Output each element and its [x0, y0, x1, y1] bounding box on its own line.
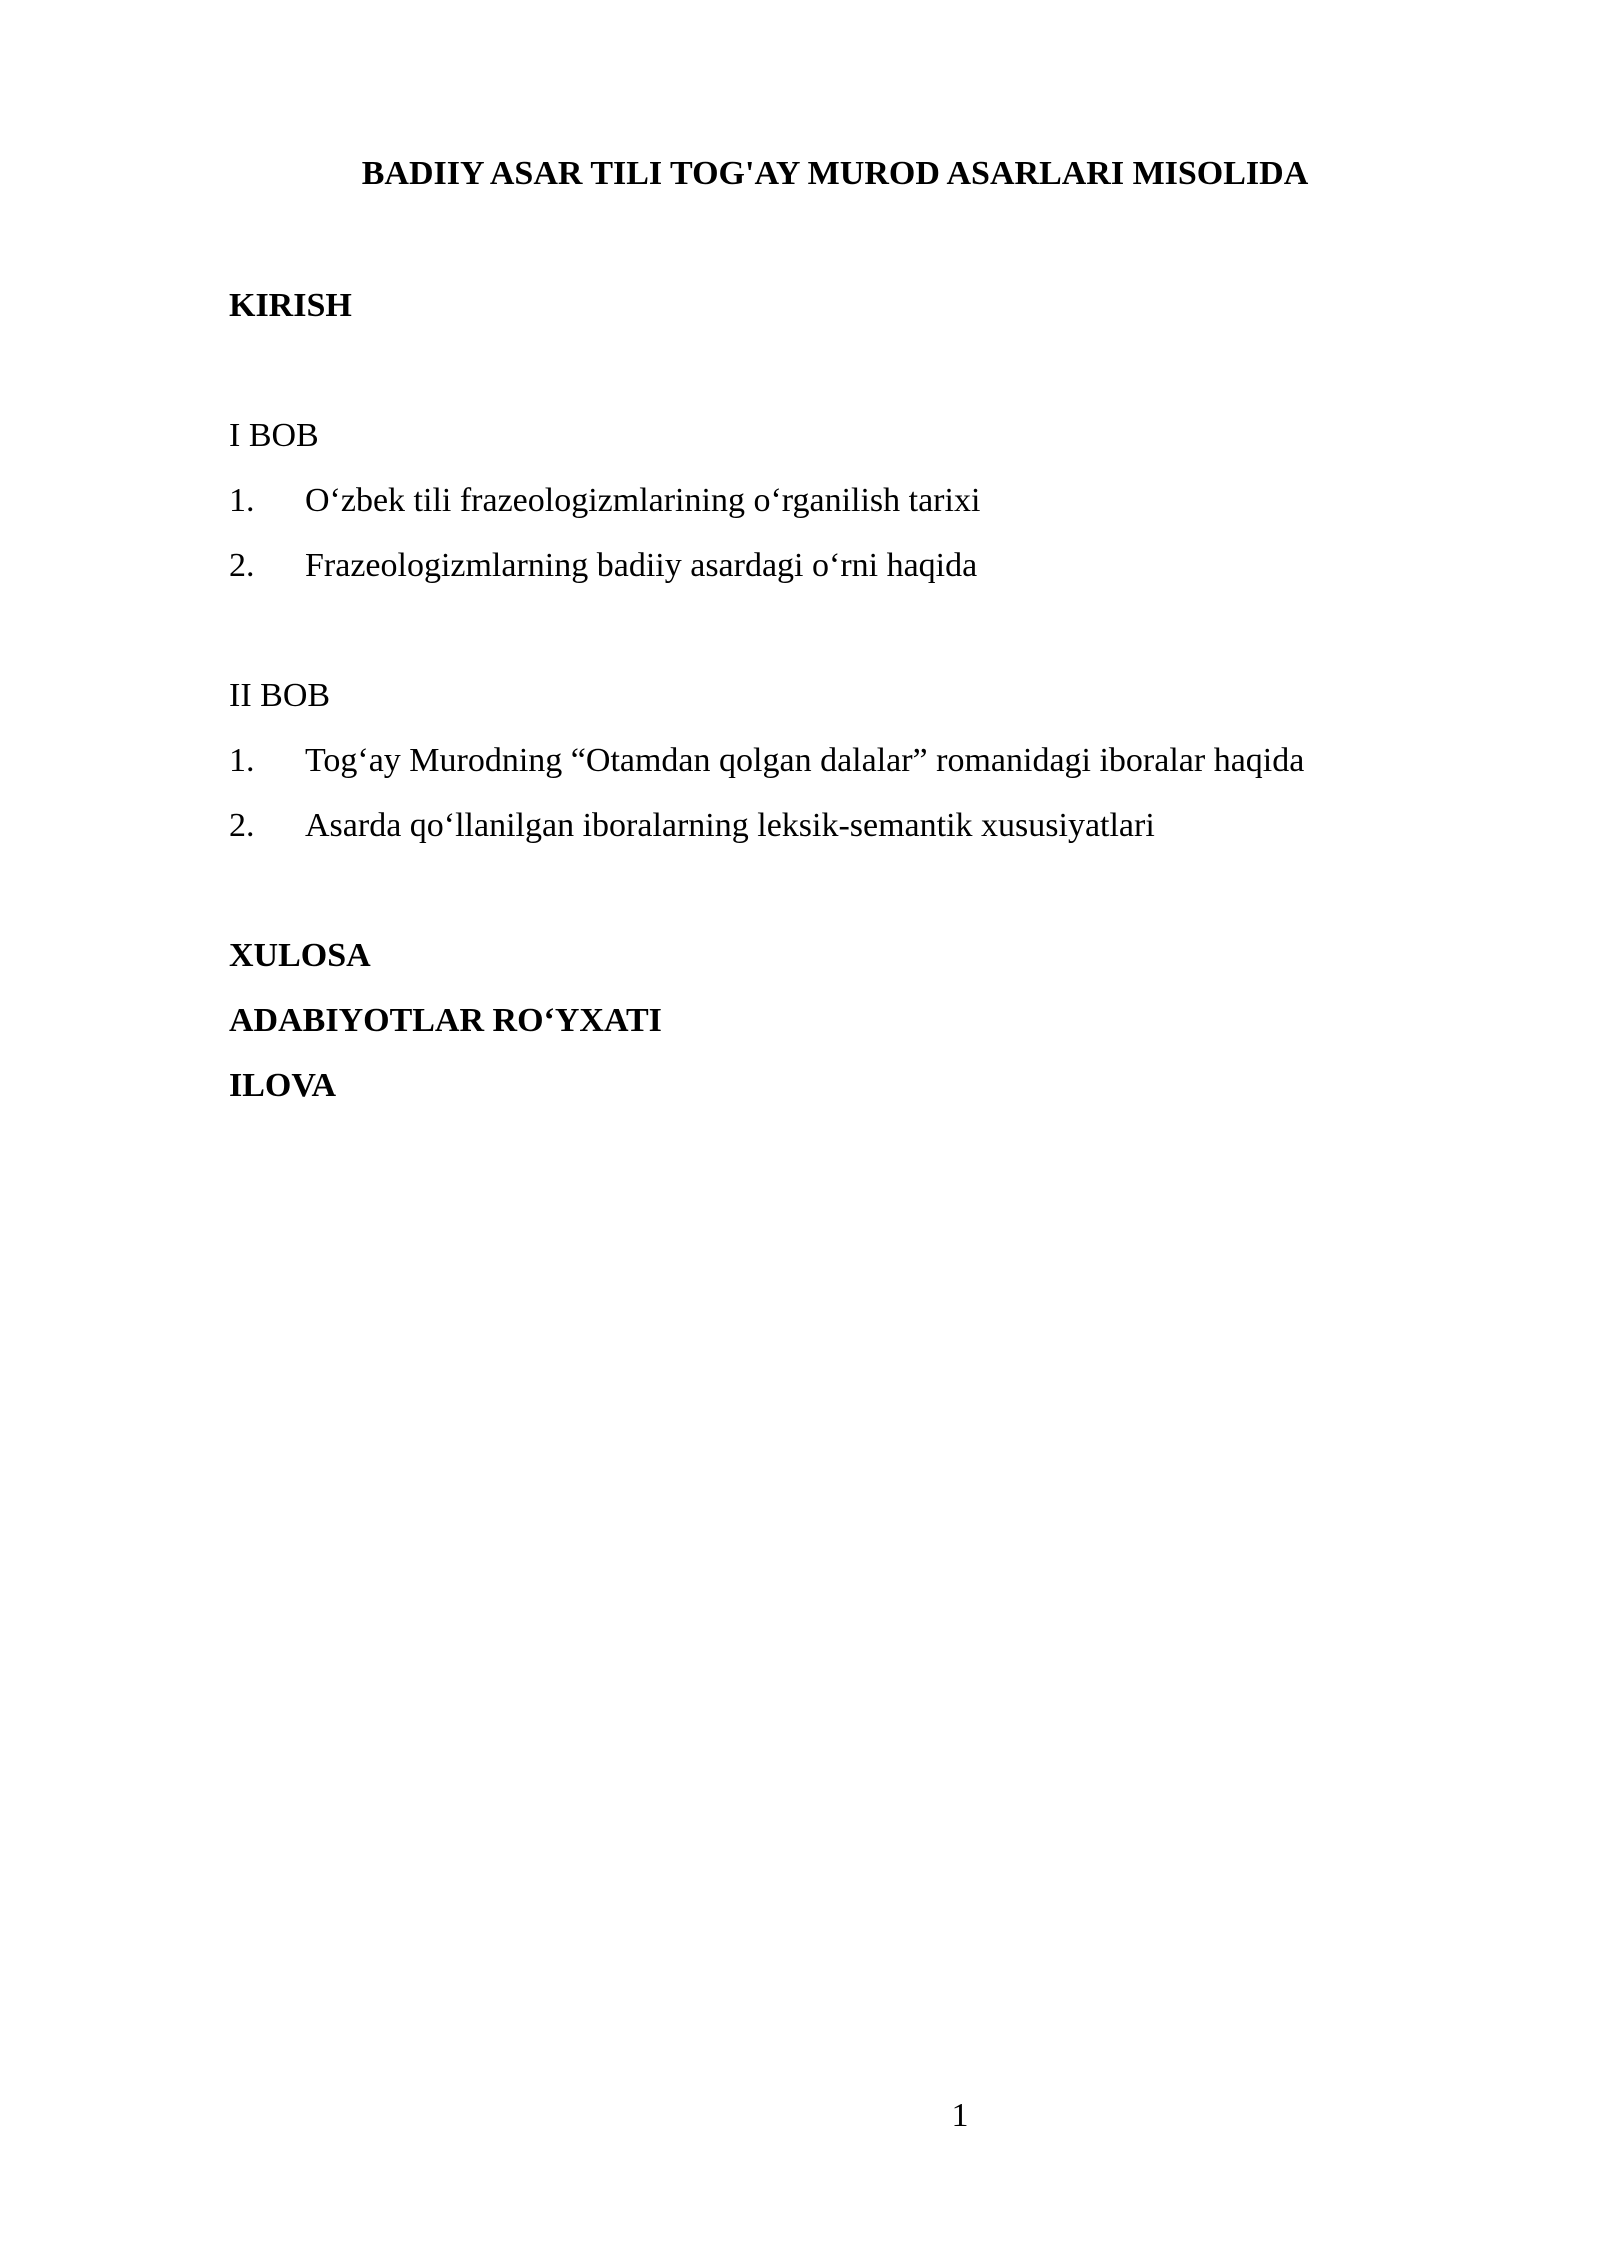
section-references: ADABIYOTLAR RO‘YXATI	[229, 1002, 662, 1039]
page-number: 1	[951, 2097, 969, 2134]
list-item-text: O‘zbek tili frazeologizmlarining o‘rganilish tarixi	[305, 482, 981, 519]
chapter1-heading: I BOB	[229, 417, 319, 454]
chapter1-item-1	[229, 479, 980, 523]
chapter2-item-2	[229, 804, 1155, 848]
section-conclusion: XULOSA	[229, 937, 371, 974]
list-number: 1.	[229, 482, 255, 519]
chapter1-item-2	[229, 544, 977, 588]
list-item-text: Frazeologizmlarning badiiy asardagi o‘rni haqida	[305, 547, 978, 584]
list-number: 1.	[229, 742, 255, 779]
list-number: 2.	[229, 807, 255, 844]
section-intro: KIRISH	[229, 287, 352, 324]
list-item-text: Asarda qo‘llanilgan iboralarning leksik-semantik xususiyatlari	[305, 807, 1155, 844]
list-item-text: Tog‘ay Murodning “Otamdan qolgan dalalar” romanidagi iboralar haqida	[305, 742, 1305, 779]
document-title: BADIIY ASAR TILI TOG'AY MUROD ASARLARI MISOLIDA	[361, 155, 1309, 192]
chapter2-item-1	[229, 739, 1304, 783]
chapter2-heading: II BOB	[229, 677, 331, 714]
section-appendix: ILOVA	[229, 1067, 337, 1104]
list-number: 2.	[229, 547, 255, 584]
